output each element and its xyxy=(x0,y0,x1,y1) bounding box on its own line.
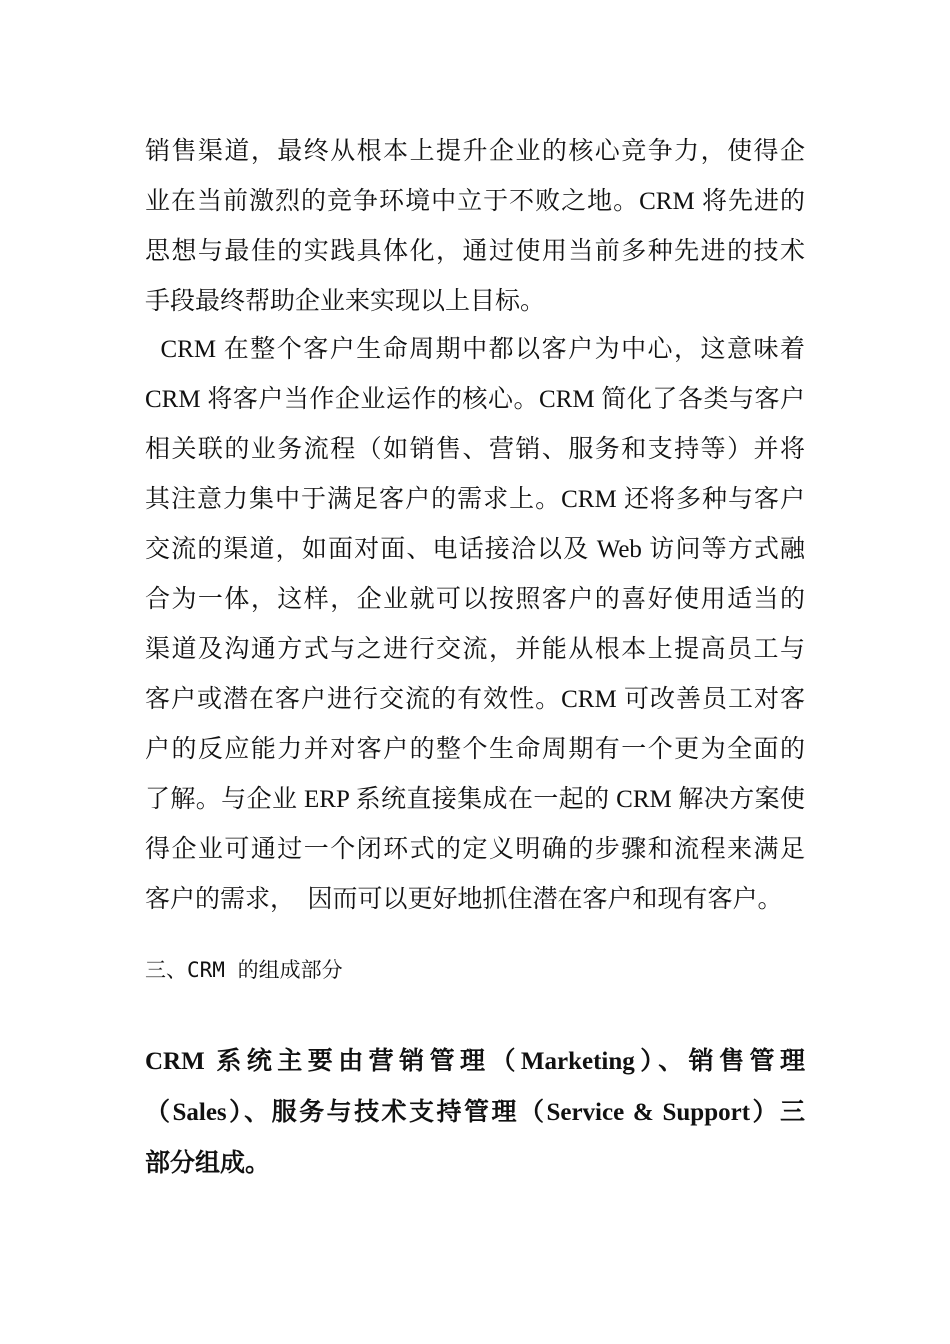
paragraph-line: 业在当前激烈的竞争环境中立于不败之地。CRM 将先进的 xyxy=(145,188,805,215)
paragraph-line: 渠道及沟通方式与之进行交流，并能从根本上提高员工与 xyxy=(145,636,805,663)
paragraph-line: 户的反应能力并对客户的整个生命周期有一个更为全面的 xyxy=(145,736,805,763)
paragraph-crm-goals xyxy=(145,127,805,327)
paragraph-crm-customer-center xyxy=(145,325,805,925)
paragraph-line: 其注意力集中于满足客户的需求上。CRM 还将多种与客户 xyxy=(145,486,805,513)
paragraph-line: 合为一体，这样，企业就可以按照客户的喜好使用适当的 xyxy=(145,586,805,613)
paragraph-line: 交流的渠道，如面对面、电话接洽以及 Web 访问等方式融 xyxy=(145,536,805,563)
paragraph-line: 了解。与企业 ERP 系统直接集成在一起的 CRM 解决方案使 xyxy=(145,786,805,813)
section-heading: 三、CRM 的组成部分 xyxy=(145,958,343,982)
paragraph-line: 销售渠道，最终从根本上提升企业的核心竞争力，使得企 xyxy=(145,138,805,165)
paragraph-line: CRM 将客户当作企业运作的核心。CRM 简化了各类与客户 xyxy=(145,386,805,413)
bold-paragraph-crm-components xyxy=(145,1036,805,1189)
paragraph-line: 部分组成。 xyxy=(145,1150,271,1177)
paragraph-line: 客户的需求， 因而可以更好地抓住潜在客户和现有客户。 xyxy=(145,886,783,913)
paragraph-line: CRM 在整个客户生命周期中都以客户为中心，这意味着 xyxy=(145,336,805,363)
paragraph-line: 思想与最佳的实践具体化，通过使用当前多种先进的技术 xyxy=(145,238,805,265)
paragraph-line: CRM 系统主要由营销管理（Marketing）、销售管理 xyxy=(145,1048,805,1075)
paragraph-line: 手段最终帮助企业来实现以上目标。 xyxy=(145,288,546,315)
paragraph-line: 得企业可通过一个闭环式的定义明确的步骤和流程来满足 xyxy=(145,836,805,863)
paragraph-line: （Sales）、服务与技术支持管理（Service & Support）三 xyxy=(145,1099,805,1126)
paragraph-line: 相关联的业务流程（如销售、营销、服务和支持等）并将 xyxy=(145,436,805,463)
paragraph-line: 客户或潜在客户进行交流的有效性。CRM 可改善员工对客 xyxy=(145,686,805,713)
